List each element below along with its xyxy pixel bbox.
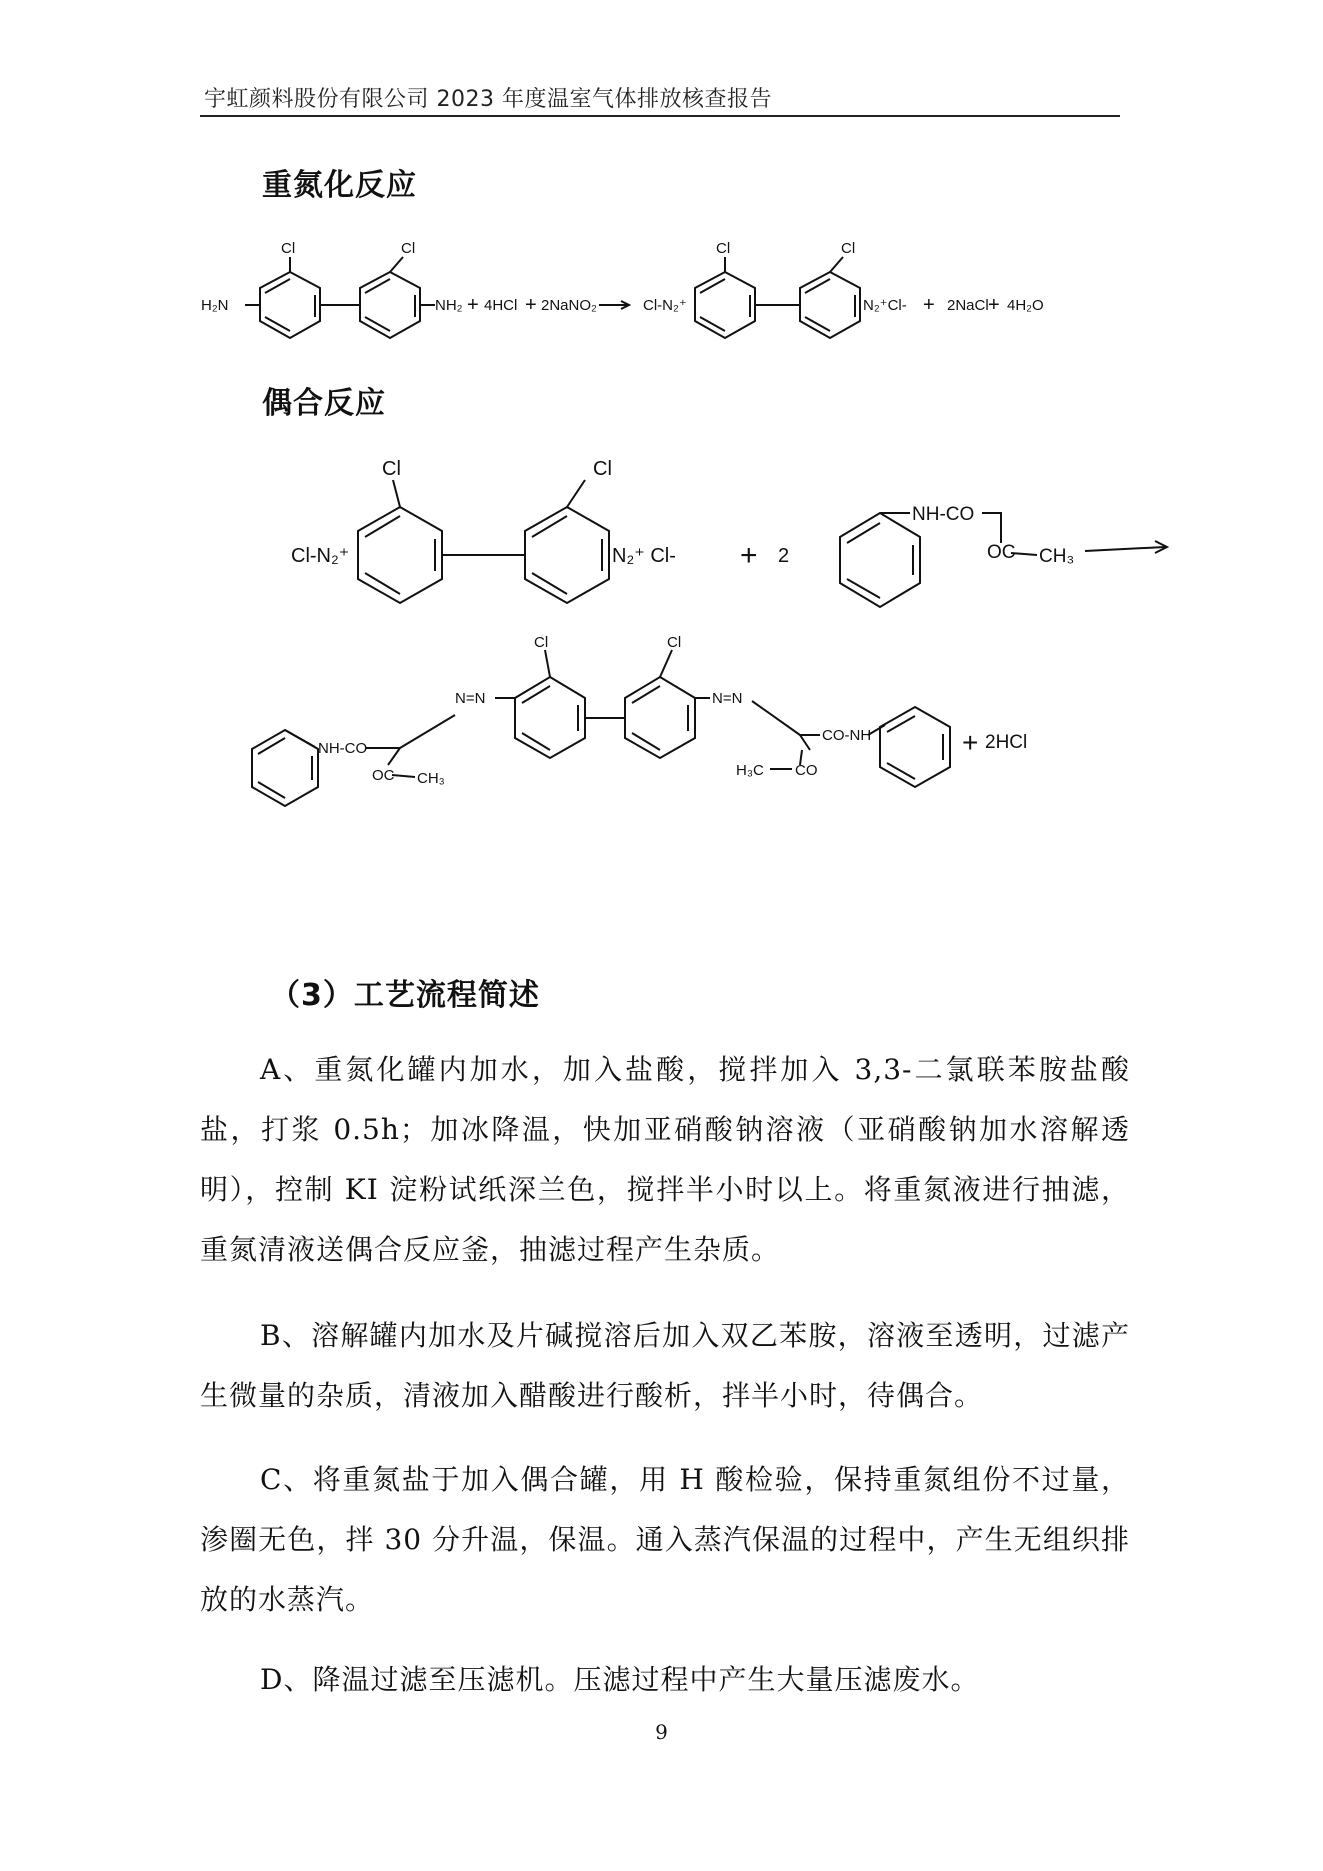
amide-label: NH-CO <box>318 740 368 757</box>
amine-label: H₂N <box>201 297 229 314</box>
chlorine-label: Cl <box>281 240 296 257</box>
chlorine-label: Cl <box>716 240 731 257</box>
coupling-title: 偶合反应 <box>262 386 386 421</box>
coupling-equation-reactants <box>285 455 1185 620</box>
water-product: 4H₂O <box>1007 297 1044 314</box>
paragraph-c <box>200 1450 1130 1630</box>
paragraph-b <box>200 1306 1130 1426</box>
benzene-ring <box>800 272 860 338</box>
plus-sign: + <box>467 294 479 316</box>
benzene-ring <box>260 272 320 338</box>
plus-sign: + <box>525 294 537 316</box>
paragraph-text: C、将重氮盐于加入偶合罐，用 H 酸检验，保持重氮组份不过量，渗圈无色，拌 30 分升温，保温。通入蒸汽保温的过程中，产生无组织排放的水蒸汽。 <box>200 1463 1130 1616</box>
chlorine-label: Cl <box>382 458 401 480</box>
benzene-ring <box>840 513 920 607</box>
diazotization-title: 重氮化反应 <box>262 168 417 203</box>
plus-sign: + <box>988 294 1000 316</box>
amide-label: NH-CO <box>912 504 975 525</box>
methyl-label: CH₃ <box>1039 546 1075 567</box>
plus-sign: + <box>962 727 979 758</box>
chlorine-label: Cl <box>534 634 549 651</box>
amide-label: CO-NH <box>822 727 872 744</box>
benzene-ring <box>360 272 420 338</box>
hcl-reagent: 4HCl <box>484 297 518 314</box>
coefficient: 2 <box>778 545 790 567</box>
azo-label: N=N <box>712 690 743 707</box>
benzene-ring <box>515 677 585 758</box>
benzene-ring <box>695 272 755 338</box>
plus-sign: + <box>923 294 935 316</box>
benzene-ring <box>252 730 318 806</box>
coupling-equation-product <box>240 625 1140 810</box>
diazonium-label: Cl-N₂⁺ <box>291 545 350 567</box>
diazotization-equation <box>195 235 1135 355</box>
diazonium-label: N₂⁺Cl- <box>863 297 907 314</box>
carbonyl-label: CO <box>795 762 818 779</box>
azo-label: N=N <box>455 690 486 707</box>
benzene-ring <box>358 507 442 603</box>
hcl-product: 2HCl <box>985 732 1028 753</box>
chlorine-label: Cl <box>401 240 416 257</box>
paragraph-text: A、重氮化罐内加水，加入盐酸，搅拌加入 3,3-二氯联苯胺盐酸盐，打浆 0.5h；加冰降温，快加亚硝酸钠溶液（亚硝酸钠加水溶解透明），控制 KI 淀粉试纸深兰色，搅拌半小时以上。将重氮液进行抽滤，重氮清液送偶合反应釜，抽滤过程产生杂质。 <box>200 1053 1130 1266</box>
carbonyl-label: OC <box>987 542 1016 563</box>
header-divider <box>200 115 1120 117</box>
benzene-ring <box>625 677 695 758</box>
nano2-reagent: 2NaNO₂ <box>541 297 597 314</box>
benzene-ring <box>880 707 950 787</box>
carbonyl-label: OC <box>372 767 395 784</box>
diazonium-label: Cl-N₂⁺ <box>643 297 687 314</box>
methyl-label: CH₃ <box>417 770 445 787</box>
plus-sign: + <box>740 539 758 572</box>
diazonium-label: N₂⁺ Cl- <box>612 545 676 567</box>
methyl-label: H₃C <box>736 762 764 779</box>
report-header: 宇虹颜料股份有限公司 2023 年度温室气体排放核查报告 <box>204 87 772 112</box>
process-title: （3）工艺流程简述 <box>270 978 540 1013</box>
paragraph-d <box>200 1650 1130 1710</box>
paragraph-a <box>200 1040 1130 1280</box>
nacl-product: 2NaCl <box>947 297 989 314</box>
chlorine-label: Cl <box>667 634 682 651</box>
chlorine-label: Cl <box>841 240 856 257</box>
page-number: 9 <box>655 1720 668 1744</box>
amine-label: NH₂ <box>435 297 463 314</box>
benzene-ring <box>525 507 609 603</box>
paragraph-text: B、溶解罐内加水及片碱搅溶后加入双乙苯胺，溶液至透明，过滤产生微量的杂质，清液加入醋酸进行酸析，拌半小时，待偶合。 <box>200 1319 1130 1412</box>
chlorine-label: Cl <box>593 458 612 480</box>
paragraph-text: D、降温过滤至压滤机。压滤过程中产生大量压滤废水。 <box>260 1663 980 1696</box>
